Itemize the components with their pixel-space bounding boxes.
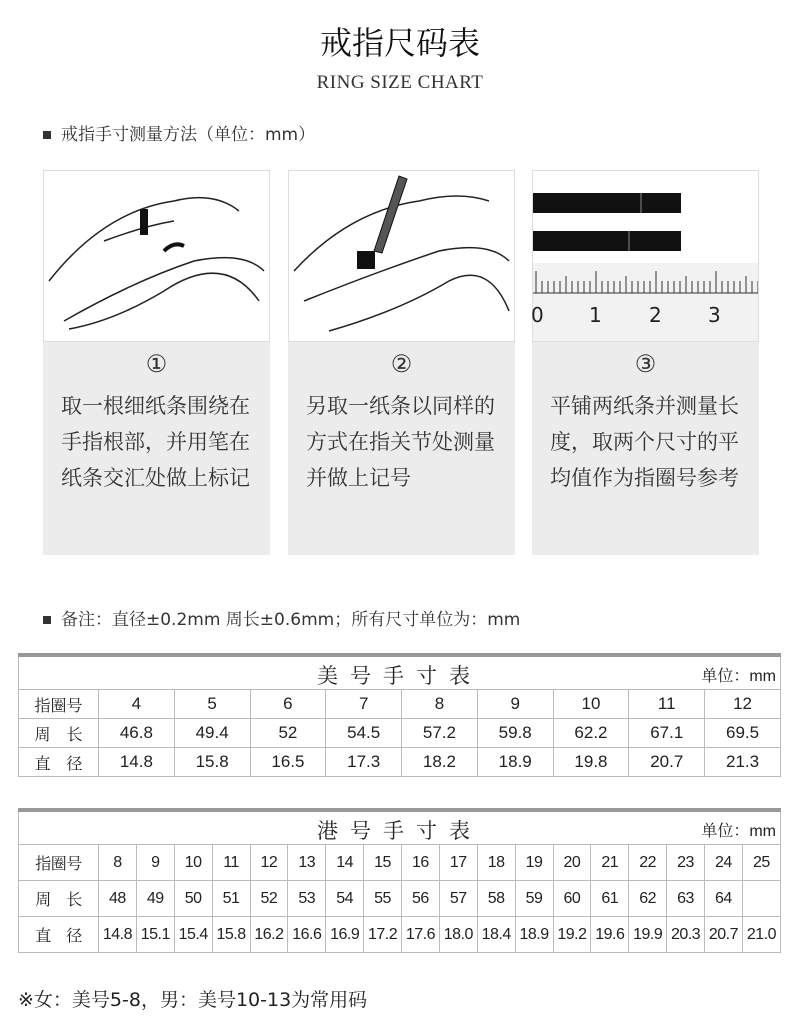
row-label: 指圈号 bbox=[19, 845, 99, 881]
circumference-cell: 63 bbox=[667, 881, 705, 917]
knuckle-measure-illustration bbox=[288, 170, 515, 342]
diameter-cell: 19.2 bbox=[553, 917, 591, 953]
method-heading-text: 戒指手寸测量方法（单位：mm） bbox=[61, 125, 316, 145]
ruler-label: 2 bbox=[649, 303, 662, 327]
table-title-row bbox=[19, 810, 781, 845]
ring-size-cell: 20 bbox=[553, 845, 591, 881]
diameter-cell: 19.8 bbox=[553, 748, 629, 777]
step-number: ③ bbox=[634, 350, 657, 378]
ring-size-cell: 21 bbox=[591, 845, 629, 881]
diameter-cell: 20.7 bbox=[705, 917, 743, 953]
circumference-cell: 62.2 bbox=[553, 719, 629, 748]
circumference-cell: 61 bbox=[591, 881, 629, 917]
unit-label: 单位：mm bbox=[701, 668, 776, 685]
remark-text: 备注：直径±0.2mm 周长±0.6mm；所有尺寸单位为：mm bbox=[61, 610, 521, 630]
diameter-cell: 14.8 bbox=[99, 748, 175, 777]
circumference-cell: 52 bbox=[250, 719, 326, 748]
table-title-row bbox=[19, 655, 781, 690]
ring-size-cell: 7 bbox=[326, 690, 402, 719]
unit-label: 单位：mm bbox=[701, 823, 776, 840]
circumference-cell: 49.4 bbox=[174, 719, 250, 748]
circumference-cell: 57 bbox=[439, 881, 477, 917]
circumference-cell: 56 bbox=[402, 881, 440, 917]
remark bbox=[43, 605, 520, 630]
row-label: 周 长 bbox=[19, 881, 99, 917]
us-size-table bbox=[18, 653, 781, 777]
method-heading bbox=[43, 120, 315, 145]
circumference-cell: 69.5 bbox=[705, 719, 781, 748]
table-row-ring-size bbox=[19, 845, 781, 881]
circumference-cell: 54.5 bbox=[326, 719, 402, 748]
diameter-cell: 15.4 bbox=[174, 917, 212, 953]
diameter-cell: 18.4 bbox=[477, 917, 515, 953]
ring-size-cell: 12 bbox=[705, 690, 781, 719]
table-row-circumference bbox=[19, 881, 781, 917]
diameter-cell: 15.1 bbox=[136, 917, 174, 953]
ring-size-cell: 9 bbox=[136, 845, 174, 881]
ring-size-cell: 12 bbox=[250, 845, 288, 881]
step-number: ② bbox=[390, 350, 413, 378]
circumference-cell bbox=[742, 881, 780, 917]
ring-size-cell: 25 bbox=[742, 845, 780, 881]
diameter-cell: 17.6 bbox=[402, 917, 440, 953]
page-title: 戒指尺码表 bbox=[319, 24, 480, 62]
circumference-cell: 62 bbox=[629, 881, 667, 917]
diameter-cell: 15.8 bbox=[212, 917, 250, 953]
diameter-cell: 14.8 bbox=[99, 917, 137, 953]
diameter-cell: 21.0 bbox=[742, 917, 780, 953]
step-number: ① bbox=[145, 350, 168, 378]
ruler-label: 1 bbox=[589, 303, 602, 327]
diameter-cell: 20.3 bbox=[667, 917, 705, 953]
ring-size-cell: 23 bbox=[667, 845, 705, 881]
circumference-cell: 67.1 bbox=[629, 719, 705, 748]
diameter-cell: 15.8 bbox=[174, 748, 250, 777]
circumference-cell: 46.8 bbox=[99, 719, 175, 748]
row-label: 指圈号 bbox=[19, 690, 99, 719]
ring-size-cell: 4 bbox=[99, 690, 175, 719]
diameter-cell: 19.9 bbox=[629, 917, 667, 953]
row-label: 直 径 bbox=[19, 917, 99, 953]
hk-size-table bbox=[18, 808, 781, 953]
ring-size-cell: 22 bbox=[629, 845, 667, 881]
ruler-label: 3 bbox=[708, 303, 721, 327]
ring-size-cell: 13 bbox=[288, 845, 326, 881]
ring-size-cell: 9 bbox=[477, 690, 553, 719]
footnote: ※女：美号5-8，男：美号10-13为常用码 bbox=[18, 989, 368, 1011]
circumference-cell: 54 bbox=[326, 881, 364, 917]
diameter-cell: 16.5 bbox=[250, 748, 326, 777]
diameter-cell: 21.3 bbox=[705, 748, 781, 777]
diameter-cell: 20.7 bbox=[629, 748, 705, 777]
circumference-cell: 51 bbox=[212, 881, 250, 917]
ring-size-cell: 19 bbox=[515, 845, 553, 881]
circumference-cell: 53 bbox=[288, 881, 326, 917]
circumference-cell: 52 bbox=[250, 881, 288, 917]
diameter-cell: 18.9 bbox=[477, 748, 553, 777]
bullet-square-icon bbox=[43, 131, 51, 139]
circumference-cell: 48 bbox=[99, 881, 137, 917]
ruler-illustration bbox=[532, 170, 759, 342]
bullet-square-icon bbox=[43, 616, 51, 624]
ring-size-cell: 16 bbox=[402, 845, 440, 881]
ring-size-cell: 11 bbox=[629, 690, 705, 719]
ring-size-cell: 6 bbox=[250, 690, 326, 719]
row-label: 周 长 bbox=[19, 719, 99, 748]
circumference-cell: 59 bbox=[515, 881, 553, 917]
ring-size-cell: 10 bbox=[174, 845, 212, 881]
circumference-cell: 58 bbox=[477, 881, 515, 917]
ring-size-cell: 5 bbox=[174, 690, 250, 719]
ring-size-cell: 10 bbox=[553, 690, 629, 719]
diameter-cell: 17.3 bbox=[326, 748, 402, 777]
step-text: 另取一纸条以同样的方式在指关节处测量并做上记号 bbox=[306, 394, 495, 490]
step-panel-1 bbox=[43, 170, 270, 555]
step-text: 取一根细纸条围绕在手指根部，并用笔在纸条交汇处做上标记 bbox=[61, 394, 250, 490]
circumference-cell: 49 bbox=[136, 881, 174, 917]
step-panel-3 bbox=[532, 170, 759, 555]
ring-size-cell: 24 bbox=[705, 845, 743, 881]
diameter-cell: 18.0 bbox=[439, 917, 477, 953]
diameter-cell: 19.6 bbox=[591, 917, 629, 953]
table-title: 港号手寸表 bbox=[317, 820, 482, 843]
table-row-circumference bbox=[19, 719, 781, 748]
ring-size-cell: 17 bbox=[439, 845, 477, 881]
ring-size-cell: 11 bbox=[212, 845, 250, 881]
diameter-cell: 18.2 bbox=[402, 748, 478, 777]
circumference-cell: 50 bbox=[174, 881, 212, 917]
circumference-cell: 64 bbox=[705, 881, 743, 917]
page-subtitle: RING SIZE CHART bbox=[316, 72, 484, 93]
circumference-cell: 59.8 bbox=[477, 719, 553, 748]
table-row-ring-size bbox=[19, 690, 781, 719]
ring-size-cell: 14 bbox=[326, 845, 364, 881]
diameter-cell: 16.9 bbox=[326, 917, 364, 953]
diameter-cell: 16.6 bbox=[288, 917, 326, 953]
circumference-cell: 60 bbox=[553, 881, 591, 917]
diameter-cell: 18.9 bbox=[515, 917, 553, 953]
ring-size-cell: 18 bbox=[477, 845, 515, 881]
table-title: 美号手寸表 bbox=[317, 665, 482, 688]
ring-size-cell: 8 bbox=[402, 690, 478, 719]
table-row-diameter bbox=[19, 917, 781, 953]
ruler-label: 0 bbox=[531, 303, 544, 327]
ring-size-cell: 15 bbox=[364, 845, 402, 881]
step-text: 平铺两纸条并测量长度，取两个尺寸的平均值作为指圈号参考 bbox=[550, 394, 739, 490]
hand-wrap-illustration bbox=[43, 170, 270, 342]
diameter-cell: 16.2 bbox=[250, 917, 288, 953]
diameter-cell: 17.2 bbox=[364, 917, 402, 953]
circumference-cell: 55 bbox=[364, 881, 402, 917]
step-panel-2 bbox=[288, 170, 515, 555]
row-label: 直 径 bbox=[19, 748, 99, 777]
table-row-diameter bbox=[19, 748, 781, 777]
circumference-cell: 57.2 bbox=[402, 719, 478, 748]
ring-size-cell: 8 bbox=[99, 845, 137, 881]
